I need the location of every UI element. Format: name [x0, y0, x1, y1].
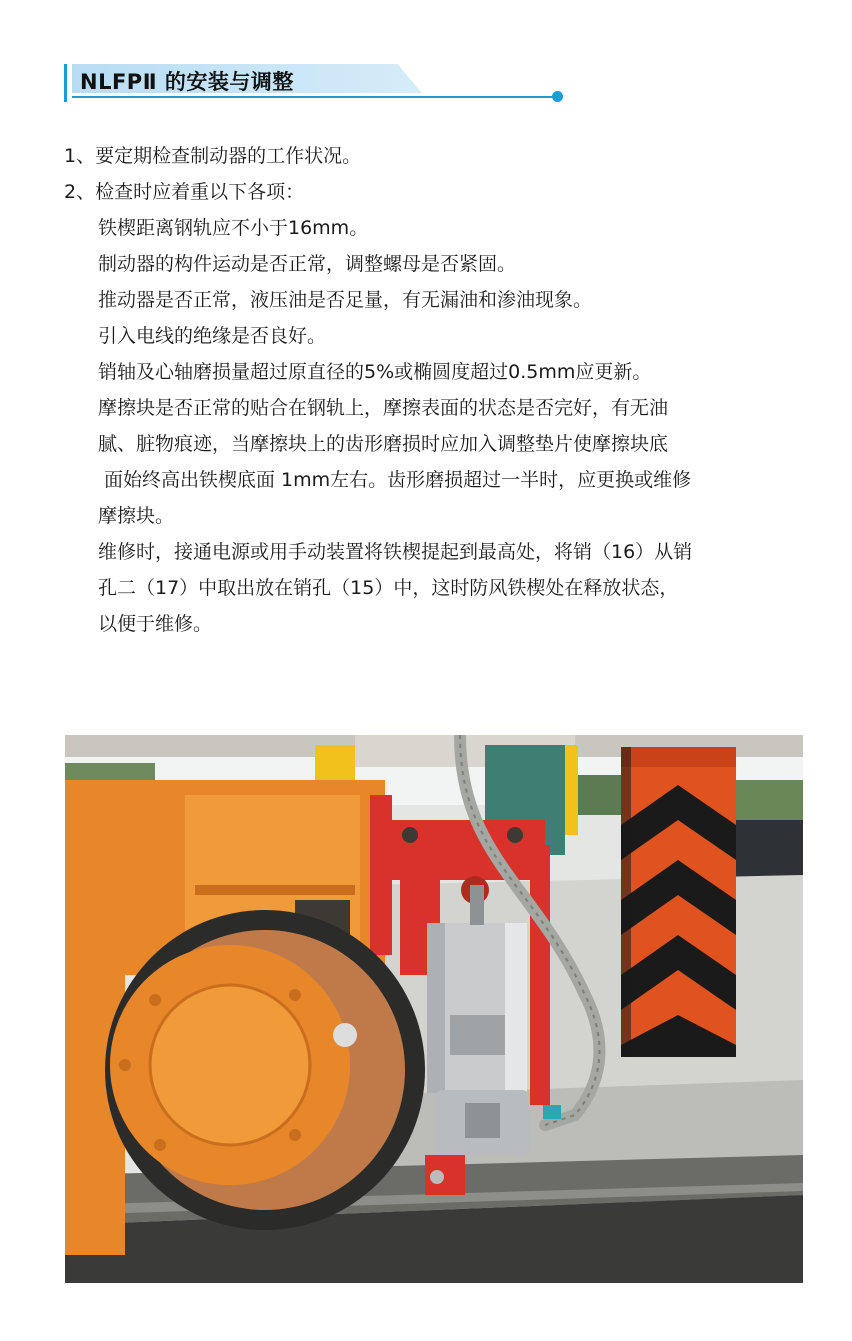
check-pin-wear: 销轴及心轴磨损量超过原直径的5%或椭圆度超过0.5mm应更新。	[98, 361, 652, 383]
item-2: 2、检查时应着重以下各项：	[64, 181, 305, 203]
friction-line-3: 面始终高出铁楔底面 1mm左右。齿形磨损超过一半时，应更换或维修	[104, 469, 692, 491]
check-components: 制动器的构件运动是否正常，调整螺母是否紧固。	[98, 253, 517, 275]
maintenance-line-2: 孔二（17）中取出放在销孔（15）中，这时防风铁楔处在释放状态，	[98, 577, 679, 599]
header-dot	[552, 91, 563, 102]
brake-photo-illustration	[65, 735, 803, 1283]
friction-line-4: 摩擦块。	[98, 505, 175, 527]
friction-line-1: 摩擦块是否正常的贴合在钢轨上，摩擦表面的状态是否完好，有无油	[98, 397, 669, 419]
hydraulic-thruster	[427, 885, 530, 1155]
section-title: NLFPⅡ 的安装与调整	[80, 70, 294, 94]
item-1: 1、要定期检查制动器的工作状况。	[64, 145, 362, 167]
brake-photo	[65, 735, 803, 1283]
warning-post	[621, 747, 736, 1057]
maintenance-line-1: 维修时，接通电源或用手动装置将铁楔提起到最高处，将销（16）从销	[98, 541, 693, 563]
body-text	[64, 138, 812, 642]
rail-wheel	[105, 910, 425, 1230]
friction-line-2: 腻、脏物痕迹，当摩擦块上的齿形磨损时应加入调整垫片使摩擦块底	[98, 433, 669, 455]
maintenance-line-3: 以便于维修。	[98, 613, 213, 635]
check-thruster: 推动器是否正常，液压油是否足量，有无漏油和渗油现象。	[98, 289, 593, 311]
header-underline	[72, 96, 556, 98]
header-accent-bar	[64, 64, 67, 102]
section-header	[64, 60, 504, 104]
check-insulation: 引入电线的绝缘是否良好。	[98, 325, 327, 347]
check-rail-distance: 铁楔距离钢轨应不小于16mm。	[98, 217, 369, 239]
